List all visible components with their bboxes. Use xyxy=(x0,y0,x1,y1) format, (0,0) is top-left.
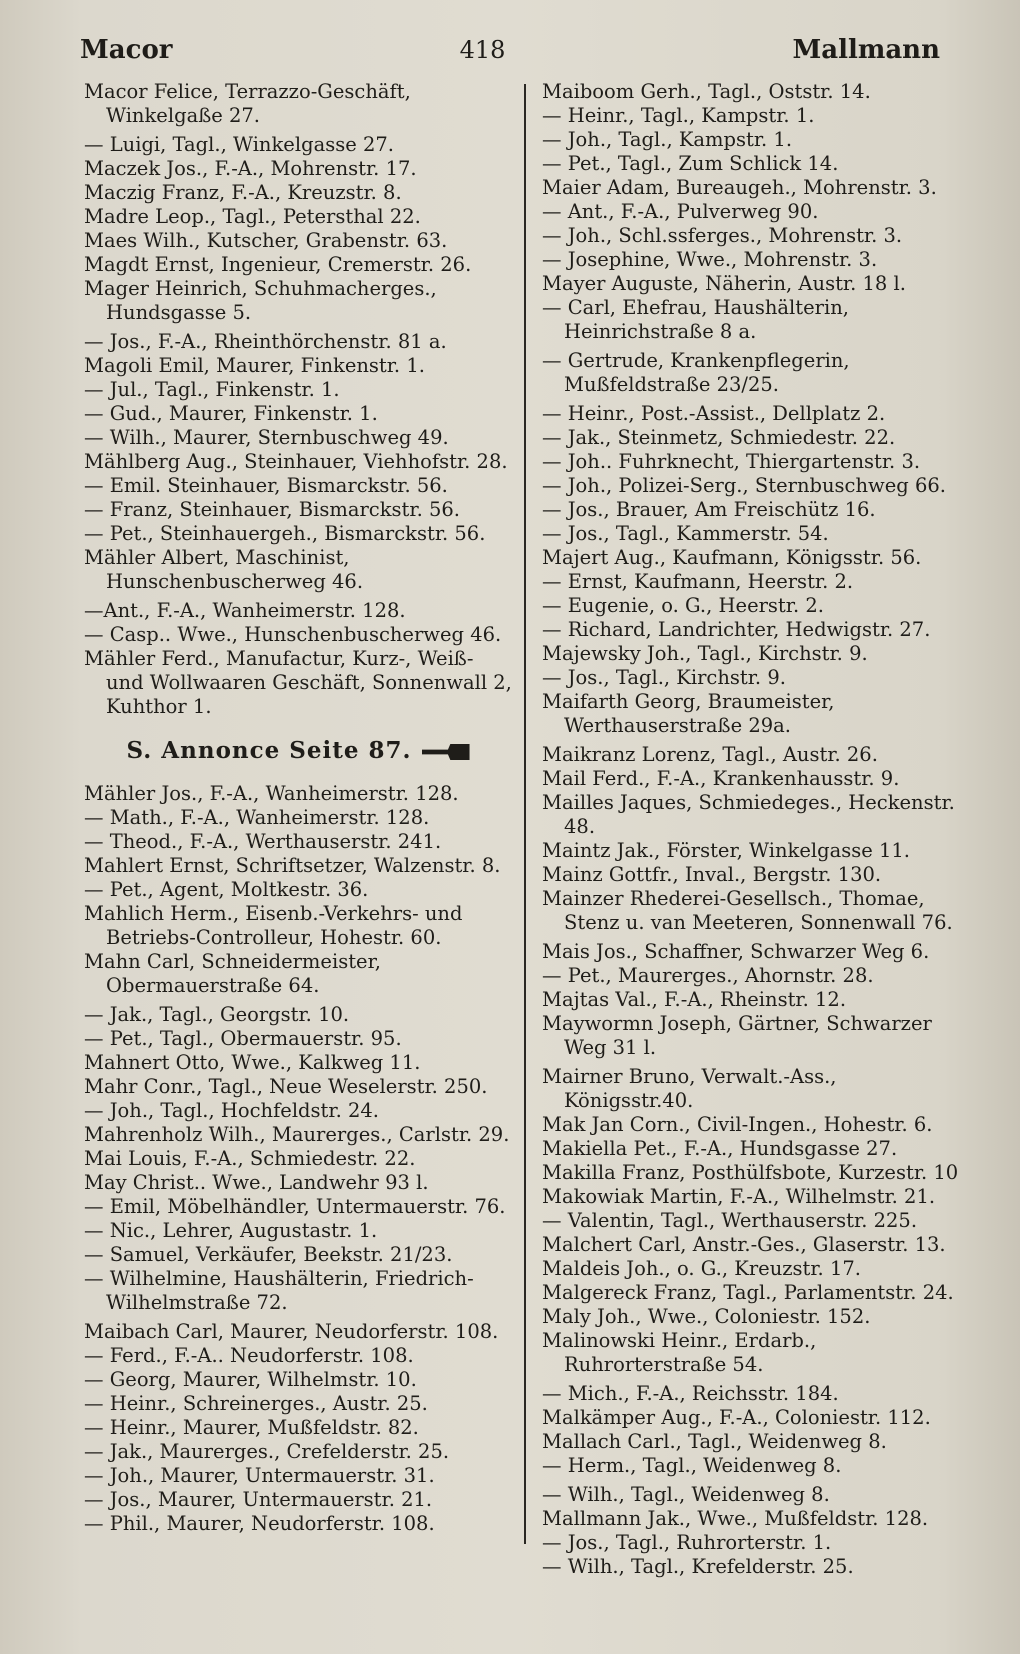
directory-entry: — Pet., Agent, Moltkestr. 36. xyxy=(84,878,369,901)
directory-entry: Mahnert Otto, Wwe., Kalkweg 11. xyxy=(84,1051,421,1074)
directory-entry: Mähler Jos., F.-A., Wanheimerstr. 128. xyxy=(84,782,459,805)
directory-entry: — Jul., Tagl., Finkenstr. 1. xyxy=(84,378,340,401)
directory-entry: — Theod., F.-A., Werthauserstr. 241. xyxy=(84,830,442,853)
directory-entry: Mähler Albert, Maschinist, Hunschenbuscherweg 46. xyxy=(84,546,364,593)
directory-entry: — Jos., F.-A., Rheinthörchenstr. 81 a. xyxy=(84,330,447,353)
directory-entry: Majert Aug., Kaufmann, Königsstr. 56. xyxy=(542,546,922,569)
page-number: 418 xyxy=(459,36,506,64)
directory-entry: Mallach Carl., Tagl., Weidenweg 8. xyxy=(542,1430,887,1453)
directory-entry: — Pet., Maurerges., Ahornstr. 28. xyxy=(542,964,874,987)
directory-entry: Maes Wilh., Kutscher, Grabenstr. 63. xyxy=(84,229,448,252)
left-column xyxy=(84,80,524,1640)
directory-entry: — Josephine, Wwe., Mohrenstr. 3. xyxy=(542,248,878,271)
directory-entry: Malgereck Franz, Tagl., Parlamentstr. 24. xyxy=(542,1281,954,1304)
directory-entry: — Emil, Möbelhändler, Untermauerstr. 76. xyxy=(84,1195,506,1218)
directory-entry: Malinowski Heinr., Erdarb., Ruhrorterstraße 54. xyxy=(542,1329,817,1376)
directory-entry: — Gertrude, Krankenpflegerin, Mußfeldstraße 23/25. xyxy=(542,349,850,396)
directory-entry: — Pet., Tagl., Zum Schlick 14. xyxy=(542,152,839,175)
directory-entry: Mager Heinrich, Schuhmacherges., Hundsgasse 5. xyxy=(84,277,437,324)
directory-entry: — Pet., Tagl., Obermauerstr. 95. xyxy=(84,1027,402,1050)
directory-entry: Makowiak Martin, F.-A., Wilhelmstr. 21. xyxy=(542,1185,936,1208)
columns xyxy=(84,80,984,1640)
directory-entry: — Ernst, Kaufmann, Heerstr. 2. xyxy=(542,570,854,593)
directory-entry: Mahlich Herm., Eisenb.-Verkehrs- und Betriebs-Controlleur, Hohestr. 60. xyxy=(84,902,463,949)
directory-entry: Makilla Franz, Posthülfsbote, Kurzestr. 10 xyxy=(542,1161,959,1184)
directory-entry: Mainzer Rhederei-Gesellsch., Thomae, Stenz u. van Meeteren, Sonnenwall 76. xyxy=(542,887,953,934)
directory-entry: — Jos., Maurer, Untermauerstr. 21. xyxy=(84,1488,433,1511)
directory-entry: — Joh., Polizei-Serg., Sternbuschweg 66. xyxy=(542,474,946,497)
directory-entry: Maibach Carl, Maurer, Neudorferstr. 108. xyxy=(84,1320,499,1343)
directory-entry: — Gud., Maurer, Finkenstr. 1. xyxy=(84,402,378,425)
page-header xyxy=(80,30,940,70)
directory-entry: — Franz, Steinhauer, Bismarckstr. 56. xyxy=(84,498,460,521)
directory-entry: — Wilh., Maurer, Sternbuschweg 49. xyxy=(84,426,449,449)
directory-entry: May Christ.. Wwe., Landwehr 93 l. xyxy=(84,1171,429,1194)
directory-entry: — Georg, Maurer, Wilhelmstr. 10. xyxy=(84,1368,417,1391)
directory-entry: —Ant., F.-A., Wanheimerstr. 128. xyxy=(84,599,406,622)
directory-entry: — Valentin, Tagl., Werthauserstr. 225. xyxy=(542,1209,918,1232)
pointing-hand-icon xyxy=(422,744,470,760)
directory-entry: — Phil., Maurer, Neudorferstr. 108. xyxy=(84,1512,435,1535)
directory-entry: — Joh.. Fuhrknecht, Thiergartenstr. 3. xyxy=(542,450,921,473)
directory-entry: Mairner Bruno, Verwalt.-Ass., Königsstr.40. xyxy=(542,1065,837,1112)
directory-entry: Magoli Emil, Maurer, Finkenstr. 1. xyxy=(84,354,425,377)
directory-entry: Mainz Gottfr., Inval., Bergstr. 130. xyxy=(542,863,882,886)
directory-entry: — Jos., Brauer, Am Freischütz 16. xyxy=(542,498,876,521)
directory-entry: Mahlert Ernst, Schriftsetzer, Walzenstr. 8. xyxy=(84,854,501,877)
directory-entry: Mähler Ferd., Manufactur, Kurz-, Weiß- und Wollwaaren Geschäft, Sonnenwall 2, Kuhthor 1. xyxy=(84,647,512,718)
directory-entry: Mahrenholz Wilh., Maurerges., Carlstr. 29. xyxy=(84,1123,510,1146)
directory-entry: — Jak., Maurerges., Crefelderstr. 25. xyxy=(84,1440,450,1463)
directory-entry: Mail Ferd., F.-A., Krankenhausstr. 9. xyxy=(542,767,900,790)
directory-entry: Mählberg Aug., Steinhauer, Viehhofstr. 28. xyxy=(84,450,508,473)
directory-entry: — Jos., Tagl., Kammerstr. 54. xyxy=(542,522,829,545)
directory-entry: — Math., F.-A., Wanheimerstr. 128. xyxy=(84,806,430,829)
directory-entry: Maly Joh., Wwe., Coloniestr. 152. xyxy=(542,1305,871,1328)
annonce-text: S. Annonce Seite 87. xyxy=(126,737,412,764)
directory-entry: Makiella Pet., F.-A., Hundsgasse 27. xyxy=(542,1137,898,1160)
left-entries-continued xyxy=(84,782,512,1536)
directory-entry: Maintz Jak., Förster, Winkelgasse 11. xyxy=(542,839,910,862)
directory-entry: — Luigi, Tagl., Winkelgasse 27. xyxy=(84,133,394,156)
annonce-notice xyxy=(84,737,512,764)
header-right-keyword: Mallmann xyxy=(792,35,940,65)
directory-entry: Maiboom Gerh., Tagl., Oststr. 14. xyxy=(542,80,871,103)
directory-entry: Macor Felice, Terrazzo-Geschäft, Winkelgaße 27. xyxy=(84,80,411,127)
right-column xyxy=(526,80,966,1640)
directory-entry: Magdt Ernst, Ingenieur, Cremerstr. 26. xyxy=(84,253,472,276)
directory-entry: — Jak., Steinmetz, Schmiedestr. 22. xyxy=(542,426,896,449)
directory-entry: — Carl, Ehefrau, Haushälterin, Heinrichstraße 8 a. xyxy=(542,296,849,343)
directory-entry: Maywormn Joseph, Gärtner, Schwarzer Weg 31 l. xyxy=(542,1012,932,1059)
directory-entry: Madre Leop., Tagl., Petersthal 22. xyxy=(84,205,421,228)
directory-entry: — Emil. Steinhauer, Bismarckstr. 56. xyxy=(84,474,448,497)
directory-entry: Mak Jan Corn., Civil-Ingen., Hohestr. 6. xyxy=(542,1113,933,1136)
directory-entry: Mais Jos., Schaffner, Schwarzer Weg 6. xyxy=(542,940,930,963)
directory-entry: Maldeis Joh., o. G., Kreuzstr. 17. xyxy=(542,1257,861,1280)
directory-entry: — Nic., Lehrer, Augustastr. 1. xyxy=(84,1219,378,1242)
directory-entry: Mahn Carl, Schneidermeister, Obermauerstraße 64. xyxy=(84,950,381,997)
left-entries xyxy=(84,80,512,719)
directory-entry: — Jak., Tagl., Georgstr. 10. xyxy=(84,1003,350,1026)
directory-entry: Maczig Franz, F.-A., Kreuzstr. 8. xyxy=(84,181,402,204)
directory-entry: Maczek Jos., F.-A., Mohrenstr. 17. xyxy=(84,157,417,180)
directory-entry: Maifarth Georg, Braumeister, Werthauserstraße 29a. xyxy=(542,690,835,737)
right-entries xyxy=(542,80,966,1579)
directory-entry: Majewsky Joh., Tagl., Kirchstr. 9. xyxy=(542,642,868,665)
directory-entry: — Richard, Landrichter, Hedwigstr. 27. xyxy=(542,618,931,641)
directory-entry: Malkämper Aug., F.-A., Coloniestr. 112. xyxy=(542,1406,931,1429)
directory-entry: Mai Louis, F.-A., Schmiedestr. 22. xyxy=(84,1147,416,1170)
directory-entry: — Jos., Tagl., Kirchstr. 9. xyxy=(542,666,786,689)
directory-entry: — Heinr., Post.-Assist., Dellplatz 2. xyxy=(542,402,886,425)
directory-entry: Mayer Auguste, Näherin, Austr. 18 l. xyxy=(542,272,906,295)
directory-entry: — Mich., F.-A., Reichsstr. 184. xyxy=(542,1382,839,1405)
directory-entry: — Joh., Schl.ssferges., Mohrenstr. 3. xyxy=(542,224,903,247)
directory-entry: — Ant., F.-A., Pulverweg 90. xyxy=(542,200,819,223)
directory-entry: Maikranz Lorenz, Tagl., Austr. 26. xyxy=(542,743,878,766)
directory-entry: Maier Adam, Bureaugeh., Mohrenstr. 3. xyxy=(542,176,937,199)
directory-entry: — Ferd., F.-A.. Neudorferstr. 108. xyxy=(84,1344,414,1367)
directory-entry: Malchert Carl, Anstr.-Ges., Glaserstr. 13. xyxy=(542,1233,946,1256)
directory-entry: Mahr Conr., Tagl., Neue Weselerstr. 250. xyxy=(84,1075,488,1098)
directory-entry: — Heinr., Schreinerges., Austr. 25. xyxy=(84,1392,428,1415)
directory-entry: — Wilhelmine, Haushälterin, Friedrich-Wilhelmstraße 72. xyxy=(84,1267,474,1314)
directory-entry: — Joh., Maurer, Untermauerstr. 31. xyxy=(84,1464,435,1487)
directory-entry: — Samuel, Verkäufer, Beekstr. 21/23. xyxy=(84,1243,453,1266)
directory-entry: — Joh., Tagl., Hochfeldstr. 24. xyxy=(84,1099,379,1122)
directory-entry: — Joh., Tagl., Kampstr. 1. xyxy=(542,128,793,151)
directory-entry: — Herm., Tagl., Weidenweg 8. xyxy=(542,1454,842,1477)
directory-entry: — Wilh., Tagl., Krefelderstr. 25. xyxy=(542,1555,854,1578)
directory-entry: — Eugenie, o. G., Heerstr. 2. xyxy=(542,594,824,617)
directory-entry: Mallmann Jak., Wwe., Mußfeldstr. 128. xyxy=(542,1507,929,1530)
directory-entry: — Jos., Tagl., Ruhrorterstr. 1. xyxy=(542,1531,832,1554)
directory-entry: — Heinr., Maurer, Mußfeldstr. 82. xyxy=(84,1416,419,1439)
directory-entry: Mailles Jaques, Schmiedeges., Heckenstr. 48. xyxy=(542,791,955,838)
directory-entry: Majtas Val., F.-A., Rheinstr. 12. xyxy=(542,988,847,1011)
header-left-keyword: Macor xyxy=(80,35,173,65)
directory-entry: — Heinr., Tagl., Kampstr. 1. xyxy=(542,104,815,127)
directory-entry: — Casp.. Wwe., Hunschenbuscherweg 46. xyxy=(84,623,502,646)
directory-entry: — Wilh., Tagl., Weidenweg 8. xyxy=(542,1483,830,1506)
directory-entry: — Pet., Steinhauergeh., Bismarckstr. 56. xyxy=(84,522,486,545)
